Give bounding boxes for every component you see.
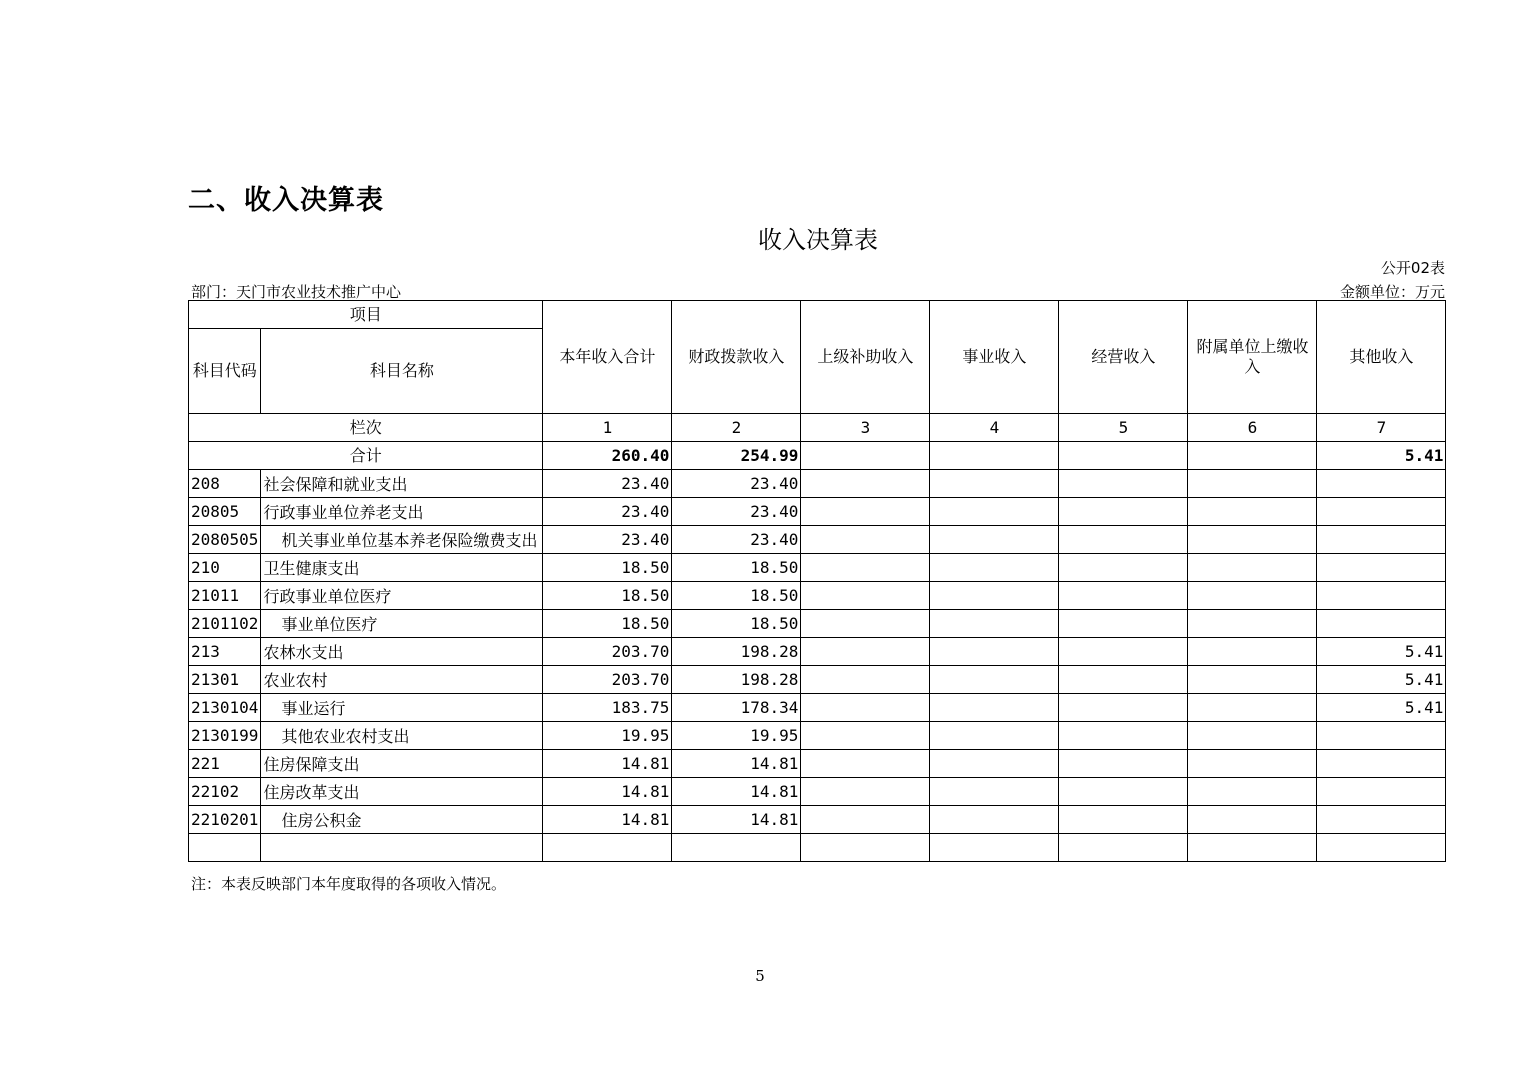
amount-cell [801, 470, 930, 498]
amount-cell [930, 694, 1059, 722]
amount-cell: 198.28 [672, 638, 801, 666]
subject-code: 21301 [189, 666, 261, 694]
subject-name: 农业农村 [261, 666, 543, 694]
section-title: 二、收入决算表 [188, 185, 384, 216]
amount-cell [801, 638, 930, 666]
amount-cell [930, 778, 1059, 806]
amount-cell [1188, 750, 1317, 778]
amount-cell: 23.40 [543, 498, 672, 526]
header-col-1: 本年收入合计 [543, 301, 672, 414]
amount-cell [1188, 722, 1317, 750]
amount-cell [801, 498, 930, 526]
amount-cell [1317, 470, 1446, 498]
amount-cell: 198.28 [672, 666, 801, 694]
subject-code: 20805 [189, 498, 261, 526]
amount-cell: 18.50 [672, 582, 801, 610]
amount-cell [1317, 610, 1446, 638]
subject-name: 住房保障支出 [261, 750, 543, 778]
table-row [189, 750, 1446, 778]
amount-cell [1317, 750, 1446, 778]
amount-cell [1188, 582, 1317, 610]
header-col-7: 其他收入 [1317, 301, 1446, 414]
subject-code: 210 [189, 554, 261, 582]
amount-cell: 203.70 [543, 638, 672, 666]
amount-cell [1059, 582, 1188, 610]
amount-cell [801, 778, 930, 806]
amount-cell: 18.50 [672, 554, 801, 582]
amount-cell [1059, 750, 1188, 778]
amount-cell: 5.41 [1317, 666, 1446, 694]
header-col-4: 事业收入 [930, 301, 1059, 414]
amount-cell [1059, 806, 1188, 834]
table-row [189, 722, 1446, 750]
amount-cell: 19.95 [672, 722, 801, 750]
subject-name: 事业运行 [261, 694, 543, 722]
amount-cell [1188, 610, 1317, 638]
subject-code: 22102 [189, 778, 261, 806]
amount-cell: 5.41 [1317, 638, 1446, 666]
empty-cell [1188, 834, 1317, 862]
column-number: 7 [1317, 414, 1446, 442]
total-value [801, 442, 930, 470]
subject-code: 2080505 [189, 526, 261, 554]
amount-cell [1059, 526, 1188, 554]
amount-cell [930, 638, 1059, 666]
amount-cell [1188, 694, 1317, 722]
amount-cell [1059, 666, 1188, 694]
table-row [189, 498, 1446, 526]
page-number: 5 [755, 967, 765, 985]
amount-cell: 14.81 [543, 778, 672, 806]
amount-cell [801, 666, 930, 694]
empty-cell [801, 834, 930, 862]
table-note: 注：本表反映部门本年度取得的各项收入情况。 [191, 875, 507, 893]
table-row [189, 778, 1446, 806]
column-number: 4 [930, 414, 1059, 442]
subject-name: 事业单位医疗 [261, 610, 543, 638]
amount-cell: 18.50 [543, 610, 672, 638]
subject-code: 2130199 [189, 722, 261, 750]
amount-cell: 203.70 [543, 666, 672, 694]
subject-name: 其他农业农村支出 [261, 722, 543, 750]
amount-cell [930, 806, 1059, 834]
amount-cell [1059, 470, 1188, 498]
total-value: 260.40 [543, 442, 672, 470]
empty-cell [543, 834, 672, 862]
amount-cell [930, 554, 1059, 582]
total-value [930, 442, 1059, 470]
subject-code: 2130104 [189, 694, 261, 722]
amount-cell [1188, 470, 1317, 498]
amount-cell [801, 582, 930, 610]
column-number: 3 [801, 414, 930, 442]
subject-name: 机关事业单位基本养老保险缴费支出 [261, 526, 543, 554]
amount-cell [801, 526, 930, 554]
amount-cell: 178.34 [672, 694, 801, 722]
empty-cell [261, 834, 543, 862]
subject-name: 社会保障和就业支出 [261, 470, 543, 498]
amount-cell: 23.40 [672, 470, 801, 498]
header-col-6: 附属单位上缴收入 [1188, 301, 1317, 414]
subject-code: 21011 [189, 582, 261, 610]
amount-cell [1188, 778, 1317, 806]
amount-cell [1317, 722, 1446, 750]
amount-cell [801, 806, 930, 834]
amount-cell [1317, 806, 1446, 834]
subject-name: 农林水支出 [261, 638, 543, 666]
amount-cell: 14.81 [543, 750, 672, 778]
table-row [189, 582, 1446, 610]
subject-code: 208 [189, 470, 261, 498]
amount-cell [1059, 610, 1188, 638]
amount-cell [1188, 554, 1317, 582]
column-number: 1 [543, 414, 672, 442]
header-name: 科目名称 [261, 329, 543, 414]
amount-cell [930, 582, 1059, 610]
subject-name: 住房改革支出 [261, 778, 543, 806]
amount-cell [801, 610, 930, 638]
department-label: 部门：天门市农业技术推广中心 [191, 283, 402, 301]
amount-cell [930, 470, 1059, 498]
subject-name: 行政事业单位养老支出 [261, 498, 543, 526]
amount-cell [801, 722, 930, 750]
amount-cell [801, 750, 930, 778]
amount-cell: 14.81 [672, 750, 801, 778]
amount-cell [1317, 778, 1446, 806]
amount-cell [1188, 638, 1317, 666]
table-title: 收入决算表 [758, 226, 878, 254]
amount-cell [1188, 498, 1317, 526]
amount-cell [801, 694, 930, 722]
amount-cell: 23.40 [672, 498, 801, 526]
amount-cell: 18.50 [543, 582, 672, 610]
amount-cell: 18.50 [672, 610, 801, 638]
column-number: 5 [1059, 414, 1188, 442]
header-col-5: 经营收入 [1059, 301, 1188, 414]
blank-row [189, 834, 1446, 862]
amount-cell: 19.95 [543, 722, 672, 750]
table-row [189, 610, 1446, 638]
column-number: 6 [1188, 414, 1317, 442]
empty-cell [930, 834, 1059, 862]
amount-cell [930, 526, 1059, 554]
table-row [189, 694, 1446, 722]
amount-cell [1059, 554, 1188, 582]
empty-cell [1059, 834, 1188, 862]
empty-cell [1317, 834, 1446, 862]
amount-cell [1059, 498, 1188, 526]
amount-cell [1317, 526, 1446, 554]
total-value: 5.41 [1317, 442, 1446, 470]
subject-code: 2101102 [189, 610, 261, 638]
table-row [189, 526, 1446, 554]
form-code: 公开02表 [1380, 259, 1445, 277]
subject-code: 2210201 [189, 806, 261, 834]
amount-cell: 5.41 [1317, 694, 1446, 722]
unit-label: 金额单位：万元 [1339, 283, 1445, 301]
column-row-label: 栏次 [189, 414, 543, 442]
amount-cell: 14.81 [672, 806, 801, 834]
amount-cell: 23.40 [543, 470, 672, 498]
subject-code: 221 [189, 750, 261, 778]
table-row [189, 806, 1446, 834]
amount-cell [801, 554, 930, 582]
amount-cell [930, 610, 1059, 638]
subject-code: 213 [189, 638, 261, 666]
table-row [189, 470, 1446, 498]
amount-cell [1317, 498, 1446, 526]
subject-name: 行政事业单位医疗 [261, 582, 543, 610]
amount-cell [1317, 554, 1446, 582]
column-number: 2 [672, 414, 801, 442]
table-row [189, 638, 1446, 666]
amount-cell [1188, 806, 1317, 834]
header-col-2: 财政拨款收入 [672, 301, 801, 414]
income-table [188, 300, 1446, 862]
empty-cell [189, 834, 261, 862]
table-row [189, 666, 1446, 694]
table-row [189, 554, 1446, 582]
amount-cell [930, 498, 1059, 526]
amount-cell: 23.40 [543, 526, 672, 554]
total-value [1188, 442, 1317, 470]
amount-cell [1059, 722, 1188, 750]
total-value [1059, 442, 1188, 470]
amount-cell [930, 750, 1059, 778]
amount-cell [1188, 666, 1317, 694]
total-row [189, 442, 1446, 470]
amount-cell [930, 722, 1059, 750]
subject-name: 住房公积金 [261, 806, 543, 834]
amount-cell [1317, 582, 1446, 610]
amount-cell [930, 666, 1059, 694]
header-project: 项目 [189, 301, 543, 329]
amount-cell [1059, 638, 1188, 666]
amount-cell: 14.81 [672, 778, 801, 806]
total-label: 合计 [189, 442, 543, 470]
amount-cell: 18.50 [543, 554, 672, 582]
amount-cell [1059, 694, 1188, 722]
total-value: 254.99 [672, 442, 801, 470]
empty-cell [672, 834, 801, 862]
header-col-3: 上级补助收入 [801, 301, 930, 414]
header-code: 科目代码 [189, 329, 261, 414]
amount-cell: 14.81 [543, 806, 672, 834]
subject-name: 卫生健康支出 [261, 554, 543, 582]
amount-cell: 183.75 [543, 694, 672, 722]
amount-cell: 23.40 [672, 526, 801, 554]
amount-cell [1188, 526, 1317, 554]
amount-cell [1059, 778, 1188, 806]
